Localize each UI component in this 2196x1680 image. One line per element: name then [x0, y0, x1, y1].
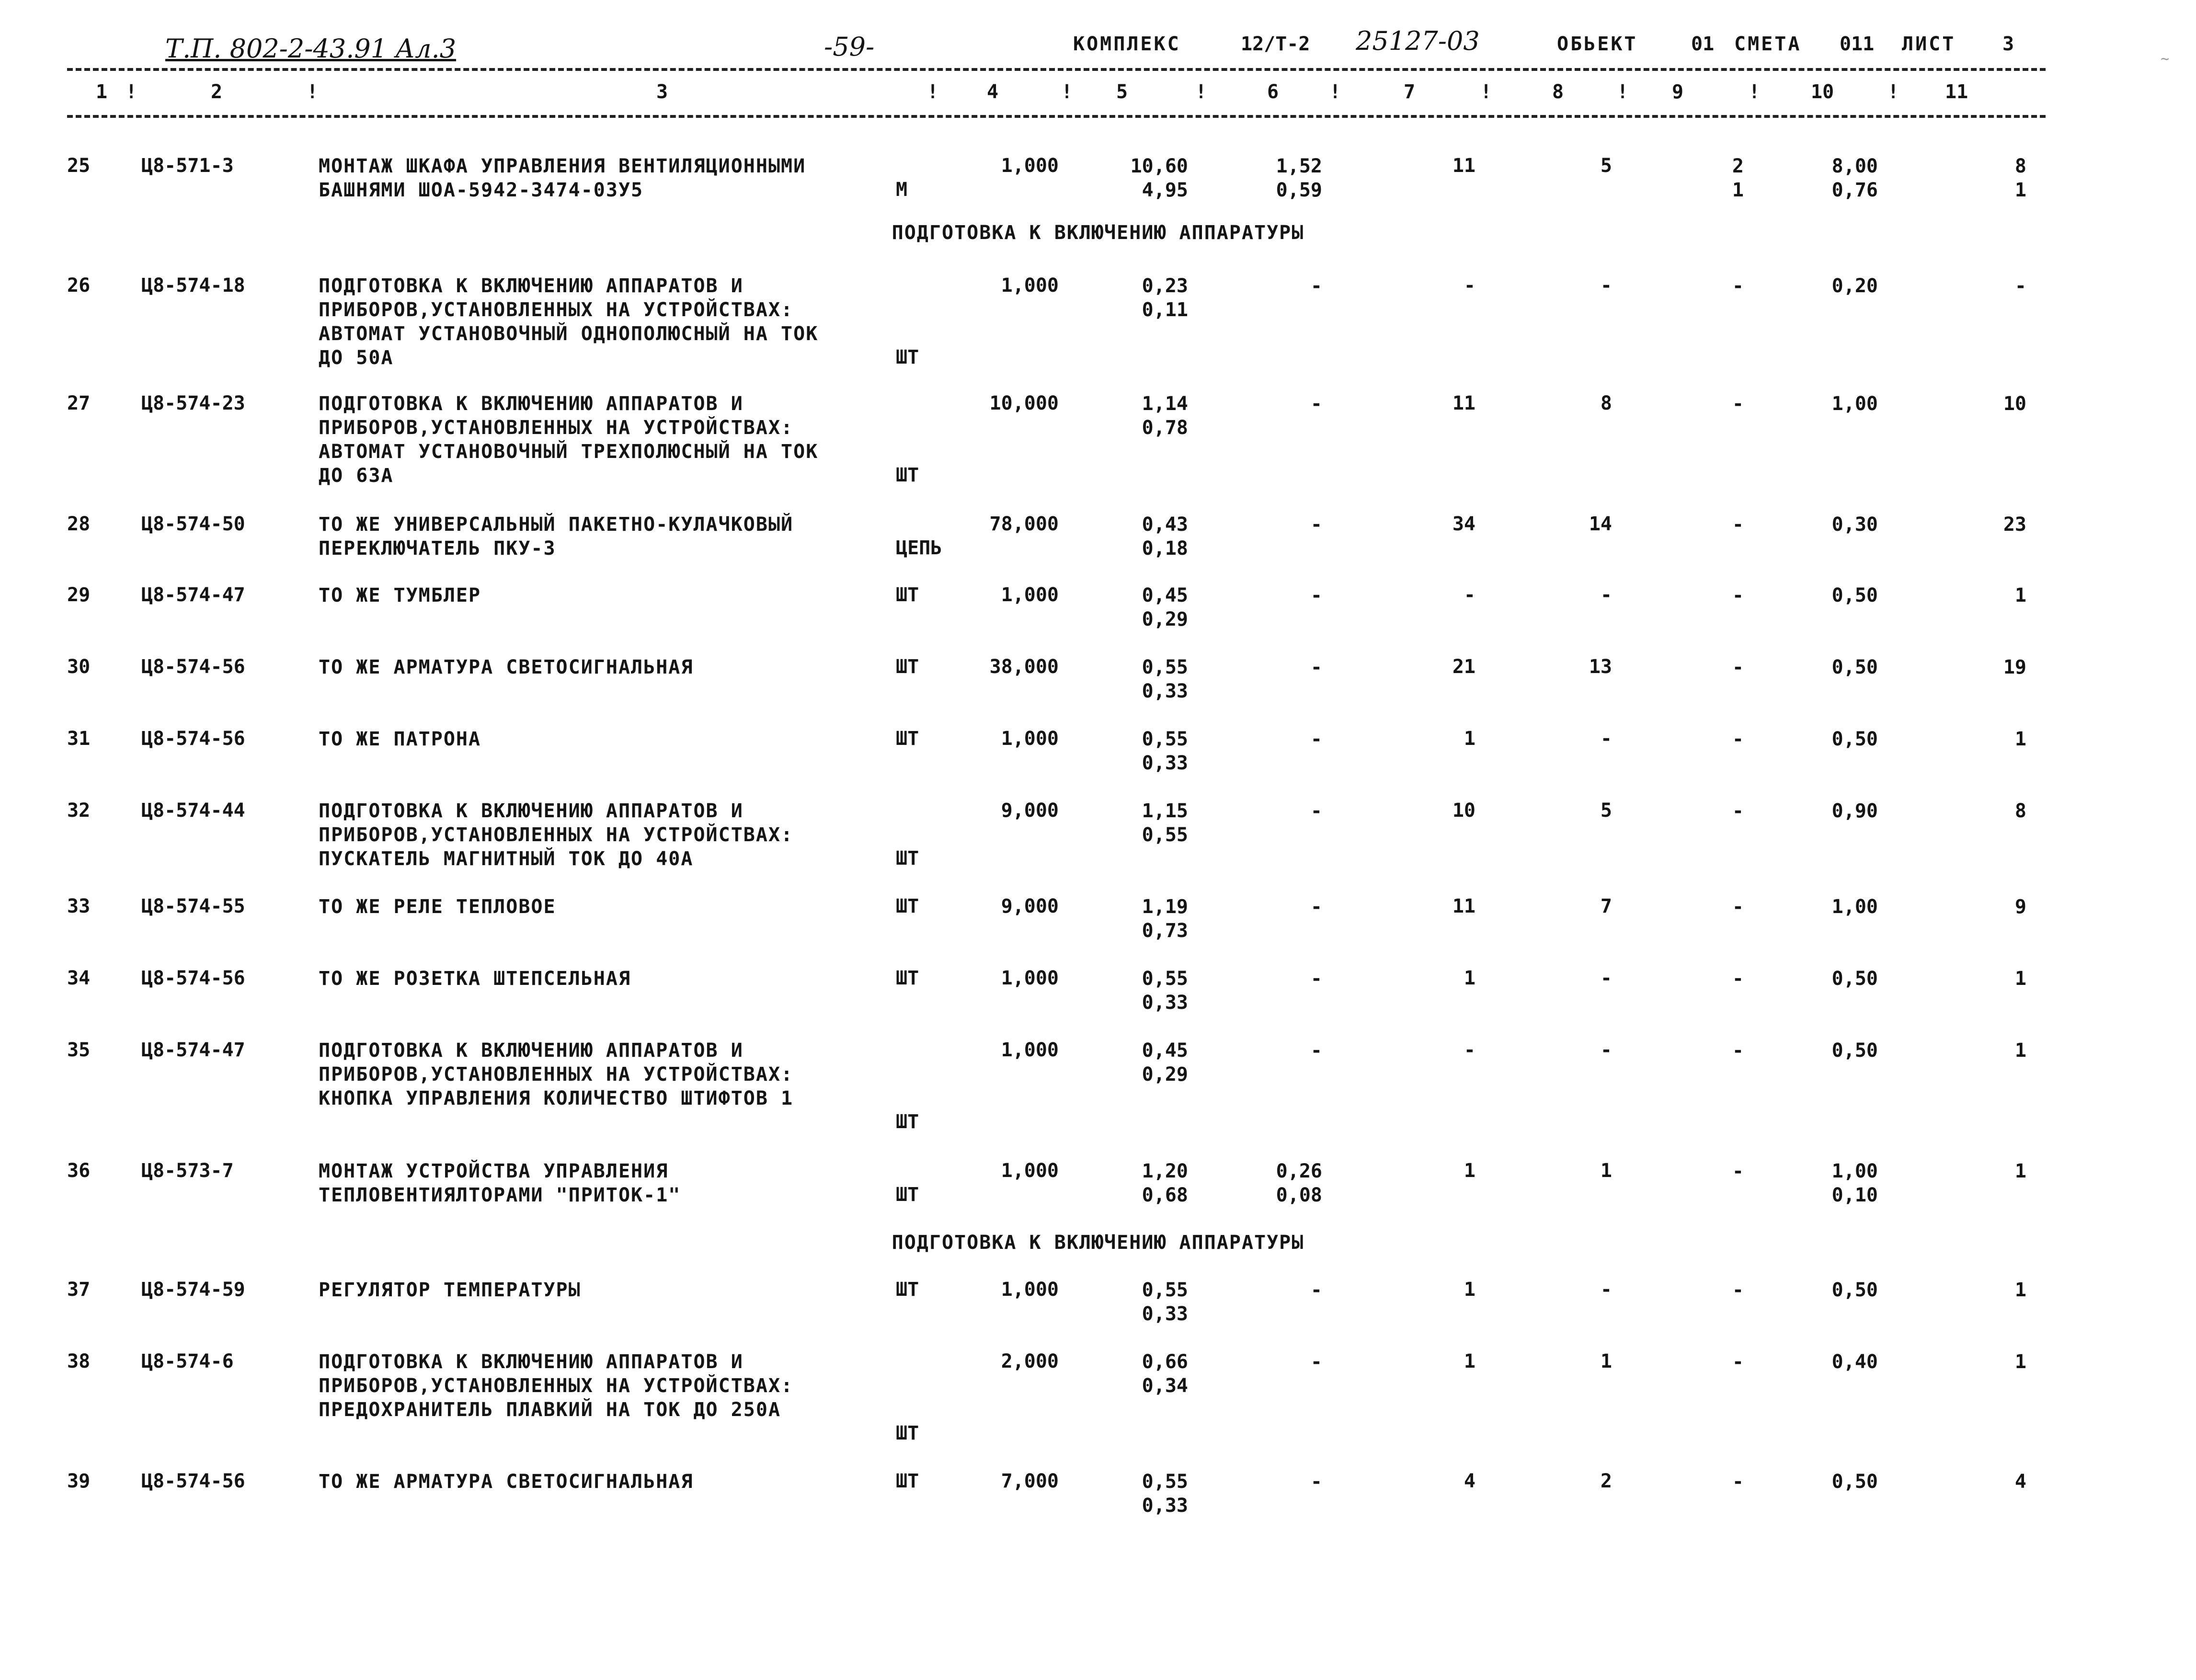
- col7-value: 11: [1452, 895, 1475, 917]
- estimate-value: 011: [1840, 33, 1875, 55]
- col8-value: -: [1600, 1279, 1612, 1301]
- row-number: 25: [67, 155, 91, 177]
- col6-value: 1,52: [1276, 155, 1322, 177]
- quantity: 9,000: [1001, 895, 1059, 917]
- complex-handwritten-number: 25127-03: [1356, 26, 1480, 56]
- col8-value: 1: [1600, 1160, 1612, 1182]
- work-description: ТО ЖЕ ТУМБЛЕР: [319, 584, 481, 606]
- col11-value: 1: [2014, 584, 2026, 606]
- col5-subvalue: 0,29: [1142, 608, 1188, 630]
- unit: ШТ: [896, 1184, 919, 1206]
- row-number: 39: [67, 1470, 91, 1492]
- col7-value: -: [1464, 1039, 1475, 1061]
- col-num-8: 8: [1552, 81, 1564, 103]
- work-description: ТО ЖЕ РЕЛЕ ТЕПЛОВОЕ: [319, 896, 556, 918]
- col-num-7: 7: [1404, 81, 1416, 103]
- col9-subvalue: 1: [1732, 179, 1744, 201]
- complex-label: КОМПЛЕКС: [1073, 33, 1181, 55]
- col11-value: -: [2014, 275, 2026, 297]
- col8-value: 7: [1600, 895, 1612, 917]
- rate-code: Ц8-574-56: [141, 728, 245, 750]
- row-number: 35: [67, 1039, 91, 1061]
- row-number: 28: [67, 513, 91, 535]
- col5-value: 0,55: [1142, 656, 1188, 678]
- col9-value: -: [1732, 514, 1744, 536]
- col11-subvalue: 1: [2014, 179, 2026, 201]
- unit: ШТ: [896, 847, 919, 869]
- col-num-11: 11: [1945, 81, 1968, 103]
- rate-code: Ц8-574-6: [141, 1350, 234, 1372]
- col5-value: 0,55: [1142, 968, 1188, 990]
- row-number: 34: [67, 967, 91, 989]
- col11-value: 19: [2003, 656, 2026, 678]
- rate-code: Ц8-574-47: [141, 1039, 245, 1061]
- col7-value: 11: [1452, 155, 1475, 177]
- col7-value: -: [1464, 274, 1475, 297]
- col-sep-10: !: [1887, 81, 1899, 103]
- col5-subvalue: 0,55: [1142, 824, 1188, 846]
- col5-subvalue: 0,18: [1142, 537, 1188, 560]
- col5-value: 0,23: [1142, 275, 1188, 297]
- col6-value: -: [1310, 514, 1322, 536]
- table-row: [0, 154, 2196, 250]
- col6-value: -: [1310, 275, 1322, 297]
- col11-value: 1: [2014, 728, 2026, 750]
- col11-value: 1: [2014, 1040, 2026, 1062]
- col7-value: 34: [1452, 513, 1475, 535]
- unit: ШТ: [896, 464, 919, 486]
- col11-value: 1: [2014, 1279, 2026, 1301]
- row-number: 38: [67, 1350, 91, 1372]
- section-heading: ПОДГОТОВКА К ВКЛЮЧЕНИЮ АППАРАТУРЫ: [892, 1232, 1304, 1254]
- col11-value: 23: [2003, 514, 2026, 536]
- rate-code: Ц8-574-56: [141, 1470, 245, 1492]
- unit: ШТ: [896, 1470, 919, 1492]
- col9-value: -: [1732, 1160, 1744, 1182]
- col7-value: 1: [1464, 728, 1475, 750]
- row-number: 37: [67, 1279, 91, 1301]
- col-num-9: 9: [1672, 81, 1684, 103]
- section-heading: ПОДГОТОВКА К ВКЛЮЧЕНИЮ АППАРАТУРЫ: [892, 222, 1304, 244]
- work-description: МОНТАЖ ШКАФА УПРАВЛЕНИЯ ВЕНТИЛЯЦИОННЫМИ БАШНЯМИ ШОА-5942-3474-03У5: [319, 155, 806, 201]
- col8-value: -: [1600, 967, 1612, 989]
- col5-subvalue: 0,33: [1142, 1303, 1188, 1325]
- col9-value: -: [1732, 1279, 1744, 1301]
- sheet-label: ЛИСТ: [1902, 33, 1956, 55]
- col11-value: 8: [2014, 800, 2026, 822]
- col5-subvalue: 0,33: [1142, 992, 1188, 1014]
- col8-value: 8: [1600, 392, 1612, 414]
- rate-code: Ц8-573-7: [141, 1160, 234, 1182]
- quantity: 1,000: [1001, 584, 1059, 606]
- header-top-rule: [67, 68, 2046, 71]
- col7-value: -: [1464, 584, 1475, 606]
- col8-value: 5: [1600, 155, 1612, 177]
- work-description: МОНТАЖ УСТРОЙСТВА УПРАВЛЕНИЯ ТЕПЛОВЕНТИЯЛТОРАМИ "ПРИТОК-1": [319, 1160, 681, 1206]
- work-description: ПОДГОТОВКА К ВКЛЮЧЕНИЮ АППАРАТОВ И ПРИБОРОВ,УСТАНОВЛЕННЫХ НА УСТРОЙСТВАХ: КНОПКА УПРАВЛЕНИЯ КОЛИЧЕСТВО ШТИФТОВ 1: [319, 1040, 794, 1109]
- rate-code: Ц8-574-23: [141, 392, 245, 414]
- col10-value: 0,50: [1831, 584, 1878, 606]
- complex-value: 12/Т-2: [1241, 33, 1310, 55]
- col11-value: 4: [2014, 1471, 2026, 1493]
- col6-value: -: [1310, 1279, 1322, 1301]
- unit: ШТ: [896, 1279, 919, 1301]
- col8-value: 5: [1600, 800, 1612, 822]
- col11-value: 1: [2014, 1160, 2026, 1182]
- col-num-1: 1: [96, 81, 108, 103]
- col-sep-5: !: [1195, 81, 1207, 103]
- row-number: 31: [67, 728, 91, 750]
- col11-value: 1: [2014, 968, 2026, 990]
- quantity: 1,000: [1001, 274, 1059, 297]
- col9-value: -: [1732, 728, 1744, 750]
- estimate-label: СМЕТА: [1734, 33, 1802, 55]
- col10-value: 0,90: [1831, 800, 1878, 822]
- col6-value: -: [1310, 584, 1322, 606]
- unit: М: [896, 179, 908, 201]
- object-value: 01: [1691, 33, 1715, 55]
- col9-value: -: [1732, 896, 1744, 918]
- table-row: [0, 274, 2196, 370]
- sheet-value: 3: [2002, 33, 2014, 55]
- col5-subvalue: 0,11: [1142, 299, 1188, 321]
- col10-value: 0,50: [1831, 968, 1878, 990]
- col10-value: 1,00: [1831, 896, 1878, 918]
- col9-value: -: [1732, 656, 1744, 678]
- col10-value: 0,40: [1831, 1351, 1878, 1373]
- col5-subvalue: 0,78: [1142, 417, 1188, 439]
- document-reference: Т.П. 802-2-43.91 Ал.3: [165, 34, 457, 64]
- unit: ШТ: [896, 346, 919, 368]
- col9-value: -: [1732, 1471, 1744, 1493]
- col11-value: 1: [2014, 1351, 2026, 1373]
- quantity: 38,000: [989, 656, 1059, 678]
- col10-value: 0,50: [1831, 1471, 1878, 1493]
- quantity: 1,000: [1001, 1160, 1059, 1182]
- col6-value: -: [1310, 896, 1322, 918]
- work-description: ПОДГОТОВКА К ВКЛЮЧЕНИЮ АППАРАТОВ И ПРИБОРОВ,УСТАНОВЛЕННЫХ НА УСТРОЙСТВАХ: ПУСКАТЕЛЬ МАГНИТНЫЙ ТОК ДО 40А: [319, 800, 794, 870]
- col10-value: 0,20: [1831, 275, 1878, 297]
- quantity: 78,000: [989, 513, 1059, 535]
- quantity: 1,000: [1001, 967, 1059, 989]
- col6-value: -: [1310, 968, 1322, 990]
- rate-code: Ц8-574-59: [141, 1279, 245, 1301]
- col5-subvalue: 0,68: [1142, 1184, 1188, 1206]
- work-description: ТО ЖЕ АРМАТУРА СВЕТОСИГНАЛЬНАЯ: [319, 1471, 694, 1493]
- rate-code: Ц8-574-55: [141, 895, 245, 917]
- rate-code: Ц8-574-56: [141, 656, 245, 678]
- work-description: ТО ЖЕ АРМАТУРА СВЕТОСИГНАЛЬНАЯ: [319, 656, 694, 678]
- col-sep-3: !: [927, 81, 939, 103]
- unit: ШТ: [896, 967, 919, 989]
- col7-value: 21: [1452, 656, 1475, 678]
- col6-subvalue: 0,59: [1276, 179, 1322, 201]
- col10-value: 1,00: [1831, 393, 1878, 415]
- col-num-6: 6: [1267, 81, 1279, 103]
- rate-code: Ц8-574-56: [141, 967, 245, 989]
- col7-value: 1: [1464, 1350, 1475, 1372]
- unit: ШТ: [896, 728, 919, 750]
- col5-subvalue: 0,34: [1142, 1375, 1188, 1397]
- rate-code: Ц8-571-3: [141, 155, 234, 177]
- col6-value: -: [1310, 1471, 1322, 1493]
- col5-subvalue: 0,29: [1142, 1063, 1188, 1086]
- row-number: 30: [67, 656, 91, 678]
- col5-value: 0,55: [1142, 1471, 1188, 1493]
- col9-value: -: [1732, 968, 1744, 990]
- col-num-10: 10: [1811, 81, 1834, 103]
- row-number: 33: [67, 895, 91, 917]
- col-num-2: 2: [211, 81, 223, 103]
- col5-subvalue: 0,33: [1142, 752, 1188, 774]
- col6-value: -: [1310, 656, 1322, 678]
- col10-value: 0,50: [1831, 1279, 1878, 1301]
- col10-value: 0,50: [1831, 728, 1878, 750]
- quantity: 1,000: [1001, 1039, 1059, 1061]
- col6-value: 0,26: [1276, 1160, 1322, 1182]
- col10-value: 8,00: [1831, 155, 1878, 177]
- work-description: РЕГУЛЯТОР ТЕМПЕРАТУРЫ: [319, 1279, 581, 1301]
- col7-value: 1: [1464, 1160, 1475, 1182]
- col5-value: 0,45: [1142, 1040, 1188, 1062]
- col5-value: 1,20: [1142, 1160, 1188, 1182]
- col5-value: 0,45: [1142, 584, 1188, 606]
- work-description: ТО ЖЕ ПАТРОНА: [319, 728, 481, 750]
- rate-code: Ц8-574-18: [141, 274, 245, 297]
- col-sep-2: !: [307, 81, 319, 103]
- col6-value: -: [1310, 1351, 1322, 1373]
- quantity: 1,000: [1001, 728, 1059, 750]
- rate-code: Ц8-574-50: [141, 513, 245, 535]
- col10-subvalue: 0,76: [1831, 179, 1878, 201]
- col9-value: -: [1732, 393, 1744, 415]
- col-sep-4: !: [1061, 81, 1073, 103]
- quantity: 1,000: [1001, 155, 1059, 177]
- col5-subvalue: 0,33: [1142, 680, 1188, 702]
- col-sep-6: !: [1329, 81, 1341, 103]
- col8-value: -: [1600, 1039, 1612, 1061]
- col5-value: 1,15: [1142, 800, 1188, 822]
- col5-value: 10,60: [1130, 155, 1188, 177]
- col6-subvalue: 0,08: [1276, 1184, 1322, 1206]
- margin-mark: ~: [2161, 51, 2170, 68]
- work-description: ТО ЖЕ РОЗЕТКА ШТЕПСЕЛЬНАЯ: [319, 968, 631, 990]
- table-row: [0, 1159, 2196, 1255]
- table-row: [0, 1350, 2196, 1446]
- quantity: 9,000: [1001, 800, 1059, 822]
- col6-value: -: [1310, 1040, 1322, 1062]
- unit: ШТ: [896, 1111, 919, 1133]
- row-number: 36: [67, 1160, 91, 1182]
- col7-value: 11: [1452, 392, 1475, 414]
- unit: ШТ: [896, 656, 919, 678]
- col8-value: -: [1600, 728, 1612, 750]
- col11-value: 9: [2014, 896, 2026, 918]
- quantity: 2,000: [1001, 1350, 1059, 1372]
- rate-code: Ц8-574-44: [141, 800, 245, 822]
- col10-value: 0,30: [1831, 514, 1878, 536]
- col5-value: 0,66: [1142, 1351, 1188, 1373]
- col8-value: 1: [1600, 1350, 1612, 1372]
- table-row: [0, 1039, 2196, 1134]
- col8-value: 14: [1589, 513, 1612, 535]
- row-number: 29: [67, 584, 91, 606]
- col-sep-1: !: [126, 81, 137, 103]
- col9-value: -: [1732, 1040, 1744, 1062]
- col-sep-9: !: [1749, 81, 1761, 103]
- col9-value: -: [1732, 275, 1744, 297]
- col7-value: 10: [1452, 800, 1475, 822]
- col11-value: 8: [2014, 155, 2026, 177]
- col8-value: 2: [1600, 1470, 1612, 1492]
- col10-value: 0,50: [1831, 656, 1878, 678]
- header-bottom-rule: [67, 115, 2046, 118]
- col-sep-7: !: [1480, 81, 1492, 103]
- col-num-4: 4: [987, 81, 999, 103]
- col7-value: 4: [1464, 1470, 1475, 1492]
- col8-value: -: [1600, 274, 1612, 297]
- col11-value: 10: [2003, 393, 2026, 415]
- col9-value: -: [1732, 800, 1744, 822]
- quantity: 10,000: [989, 392, 1059, 414]
- col5-value: 0,55: [1142, 728, 1188, 750]
- col5-subvalue: 0,73: [1142, 920, 1188, 942]
- quantity: 7,000: [1001, 1470, 1059, 1492]
- col10-value: 0,50: [1831, 1040, 1878, 1062]
- col5-value: 0,55: [1142, 1279, 1188, 1301]
- col7-value: 1: [1464, 967, 1475, 989]
- page-number: -59-: [824, 32, 875, 62]
- row-number: 27: [67, 392, 91, 414]
- unit: ШТ: [896, 1422, 919, 1444]
- work-description: ТО ЖЕ УНИВЕРСАЛЬНЫЙ ПАКЕТНО-КУЛАЧКОВЫЙ ПЕРЕКЛЮЧАТЕЛЬ ПКУ-3: [319, 514, 794, 560]
- unit: ЦЕПЬ: [896, 537, 942, 559]
- col8-value: -: [1600, 584, 1612, 606]
- table-row: [0, 799, 2196, 895]
- row-number: 26: [67, 274, 91, 297]
- col6-value: -: [1310, 800, 1322, 822]
- col5-subvalue: 4,95: [1142, 179, 1188, 201]
- col5-value: 1,14: [1142, 393, 1188, 415]
- col6-value: -: [1310, 393, 1322, 415]
- col6-value: -: [1310, 728, 1322, 750]
- work-description: ПОДГОТОВКА К ВКЛЮЧЕНИЮ АППАРАТОВ И ПРИБОРОВ,УСТАНОВЛЕННЫХ НА УСТРОЙСТВАХ: АВТОМАТ УСТАНОВОЧНЫЙ ОДНОПОЛЮСНЫЙ НА ТОК ДО 50А: [319, 275, 819, 369]
- col10-value: 1,00: [1831, 1160, 1878, 1182]
- col5-value: 0,43: [1142, 514, 1188, 536]
- col8-value: 13: [1589, 656, 1612, 678]
- quantity: 1,000: [1001, 1279, 1059, 1301]
- col-sep-8: !: [1617, 81, 1629, 103]
- col-num-3: 3: [656, 81, 668, 103]
- rate-code: Ц8-574-47: [141, 584, 245, 606]
- row-number: 32: [67, 800, 91, 822]
- col5-value: 1,19: [1142, 896, 1188, 918]
- col5-subvalue: 0,33: [1142, 1495, 1188, 1517]
- col10-subvalue: 0,10: [1831, 1184, 1878, 1206]
- table-row: [0, 1470, 2196, 1566]
- work-description: ПОДГОТОВКА К ВКЛЮЧЕНИЮ АППАРАТОВ И ПРИБОРОВ,УСТАНОВЛЕННЫХ НА УСТРОЙСТВАХ: АВТОМАТ УСТАНОВОЧНЫЙ ТРЕХПОЛЮСНЫЙ НА ТОК ДО 63А: [319, 393, 819, 487]
- work-description: ПОДГОТОВКА К ВКЛЮЧЕНИЮ АППАРАТОВ И ПРИБОРОВ,УСТАНОВЛЕННЫХ НА УСТРОЙСТВАХ: ПРЕДОХРАНИТЕЛЬ ПЛАВКИЙ НА ТОК ДО 250А: [319, 1351, 794, 1421]
- col9-value: 2: [1732, 155, 1744, 177]
- col9-value: -: [1732, 1351, 1744, 1373]
- unit: ШТ: [896, 584, 919, 606]
- unit: ШТ: [896, 895, 919, 917]
- object-label: ОБЬЕКТ: [1557, 33, 1638, 55]
- col9-value: -: [1732, 584, 1744, 606]
- col7-value: 1: [1464, 1279, 1475, 1301]
- table-row: [0, 392, 2196, 488]
- col-num-5: 5: [1116, 81, 1128, 103]
